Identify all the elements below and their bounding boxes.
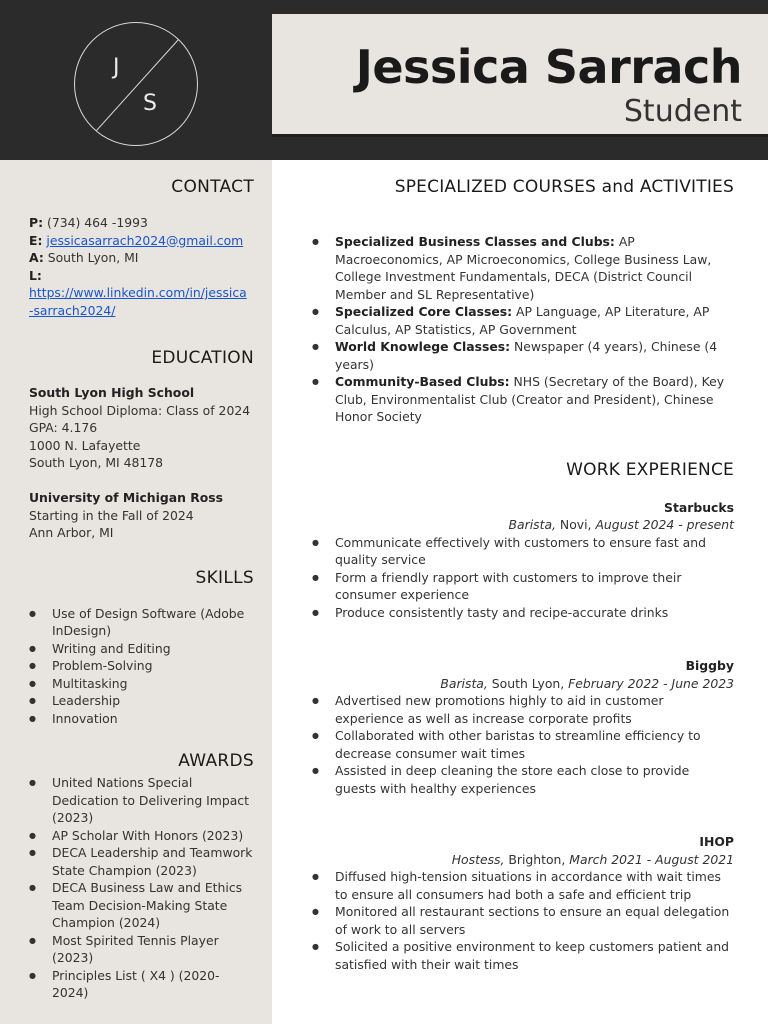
courses-list [312,233,734,426]
job-meta [312,516,734,534]
job-duty: ● Communicate effectively with customers to ensure fast and quality service [312,534,734,569]
course-item [312,373,734,426]
linkedin-label: L: [29,267,42,283]
job-duty: ● Assisted in deep cleaning the store each close to provide guests with healthy experiences [312,762,734,797]
job-dates: August 2024 - present [595,517,734,532]
skill-item: ● Innovation [29,710,254,728]
course-item-text: NHS (Secretary of the Board), Key Club, Environmentalist Club (Creator and President), Chinese Honor Society [335,374,725,424]
job-entry [312,657,734,797]
address-label: A: [29,250,44,265]
job-position: Barista, [440,675,488,691]
course-item [312,233,734,303]
linkedin-link-continued[interactable]: -sarrach2024/ [29,302,116,318]
contact-heading: CONTACT [171,177,254,197]
school-detail: South Lyon, MI 48178 [29,455,164,470]
main-column [312,176,734,973]
job-location: Brighton, [504,851,570,867]
skill-item: ● Multitasking [29,675,254,693]
job-dates: March 2021 - August 2021 [569,851,734,867]
job-meta [312,851,734,869]
job-location: Novi, [555,517,596,532]
name-banner [272,14,768,137]
job-entry [312,833,734,973]
award-item: ● AP Scholar With Honors (2023) [29,827,254,845]
course-item-text: Newspaper (4 years), Chinese (4 years) [335,339,718,372]
monogram-last-initial: S [143,91,157,116]
skill-item: ● Leadership [29,692,254,710]
skills-list [29,605,254,728]
school-detail: High School Diploma: Class of 2024 [29,402,251,418]
awards-heading: AWARDS [178,751,254,771]
course-item [312,303,734,338]
course-item-label: Community-Based Clubs: [335,374,510,389]
school-detail: Starting in the Fall of 2024 [29,507,194,523]
job-meta [312,675,734,693]
school-name: University of Michigan Ross [29,490,224,505]
job-entry [312,499,734,622]
school-entry [29,489,254,542]
school-detail: Ann Arbor, MI [29,525,114,540]
resume-name: Jessica Sarrach [355,40,742,94]
sidebar [29,176,254,1002]
email-link[interactable]: jessicasarrach2024@gmail.com [46,232,244,248]
contact-phone [29,214,254,232]
award-item: ● Most Spirited Tennis Player (2023) [29,932,254,967]
education-heading: EDUCATION [151,348,254,368]
job-duty: ● Diffused high-tension situations in accordance with wait times to ensure all consumers had both a safe and efficient trip [312,868,734,903]
school-name: South Lyon High School [29,385,195,400]
resume-role: Student [623,94,742,129]
email-label: E: [29,232,43,248]
job-duties [312,534,734,622]
job-dates: February 2022 - June 2023 [568,675,734,691]
awards-list [29,774,254,1002]
skill-item: ● Use of Design Software (Adobe InDesign) [29,605,254,640]
award-item: ● DECA Business Law and Ethics Team Decision-Making State Champion (2024) [29,879,254,932]
job-duty: ● Collaborated with other baristas to streamline efficiency to decrease consumer wait times [312,727,734,762]
course-item-label: Specialized Business Classes and Clubs: [335,234,615,249]
course-item [312,338,734,373]
school-detail: GPA: 4.176 [29,420,98,435]
linkedin-link[interactable]: https://www.linkedin.com/in/jessica [29,285,247,300]
skill-item: ● Problem-Solving [29,657,254,675]
job-position: Barista, [508,517,556,532]
monogram-first-initial: J [113,55,120,80]
address-value: South Lyon, MI [47,250,139,265]
course-item-label: World Knowlege Classes: [335,339,511,354]
work-heading: WORK EXPERIENCE [566,459,734,480]
phone-value: (734) 464 -1993 [47,215,148,230]
award-item: ● Principles List ( X4 ) (2020-2024) [29,967,254,1002]
course-item-label: Specialized Core Classes: [335,304,513,319]
contact-address [29,249,254,267]
job-employer: IHOP [699,834,734,849]
school-entry [29,384,254,472]
contact-linkedin [29,267,254,320]
job-duties [312,692,734,797]
job-duty: ● Form a friendly rapport with customers to improve their consumer experience [312,569,734,604]
course-item-text: AP Language, AP Literature, AP Calculus, AP Statistics, AP Government [335,304,710,337]
monogram-divider [90,33,184,138]
job-duty: ● Advertised new promotions highly to aid in customer experience as well as increase corporate profits [312,692,734,727]
job-employer: Starbucks [664,499,734,515]
job-position: Hostess, [451,851,505,867]
education-list [29,384,254,542]
school-detail: 1000 N. Lafayette [29,437,141,453]
phone-label: P: [29,215,44,230]
monogram-logo [74,22,198,146]
job-duty: ● Produce consistently tasty and recipe-accurate drinks [312,604,734,622]
course-item-text: AP Macroeconomics, AP Microeconomics, College Business Law, College Investment Fundamentals, DECA (District Council Member and SL Representative) [335,234,712,302]
contact-email [29,232,254,250]
award-item: ● United Nations Special Dedication to Delivering Impact (2023) [29,774,254,827]
skills-heading: SKILLS [195,567,254,588]
job-location: South Lyon, [487,675,569,691]
job-duty: ● Monitored all restaurant sections to ensure an equal delegation of work to all servers [312,903,734,938]
award-item: ● DECA Leadership and Teamwork State Champion (2023) [29,844,254,879]
skill-item: ● Writing and Editing [29,640,254,658]
job-duty: ● Solicited a positive environment to keep customers patient and satisfied with their wait times [312,938,734,973]
job-duties [312,868,734,973]
contact-details [29,214,254,319]
job-employer: Biggby [685,658,734,673]
courses-heading: SPECIALIZED COURSES and ACTIVITIES [394,177,734,197]
